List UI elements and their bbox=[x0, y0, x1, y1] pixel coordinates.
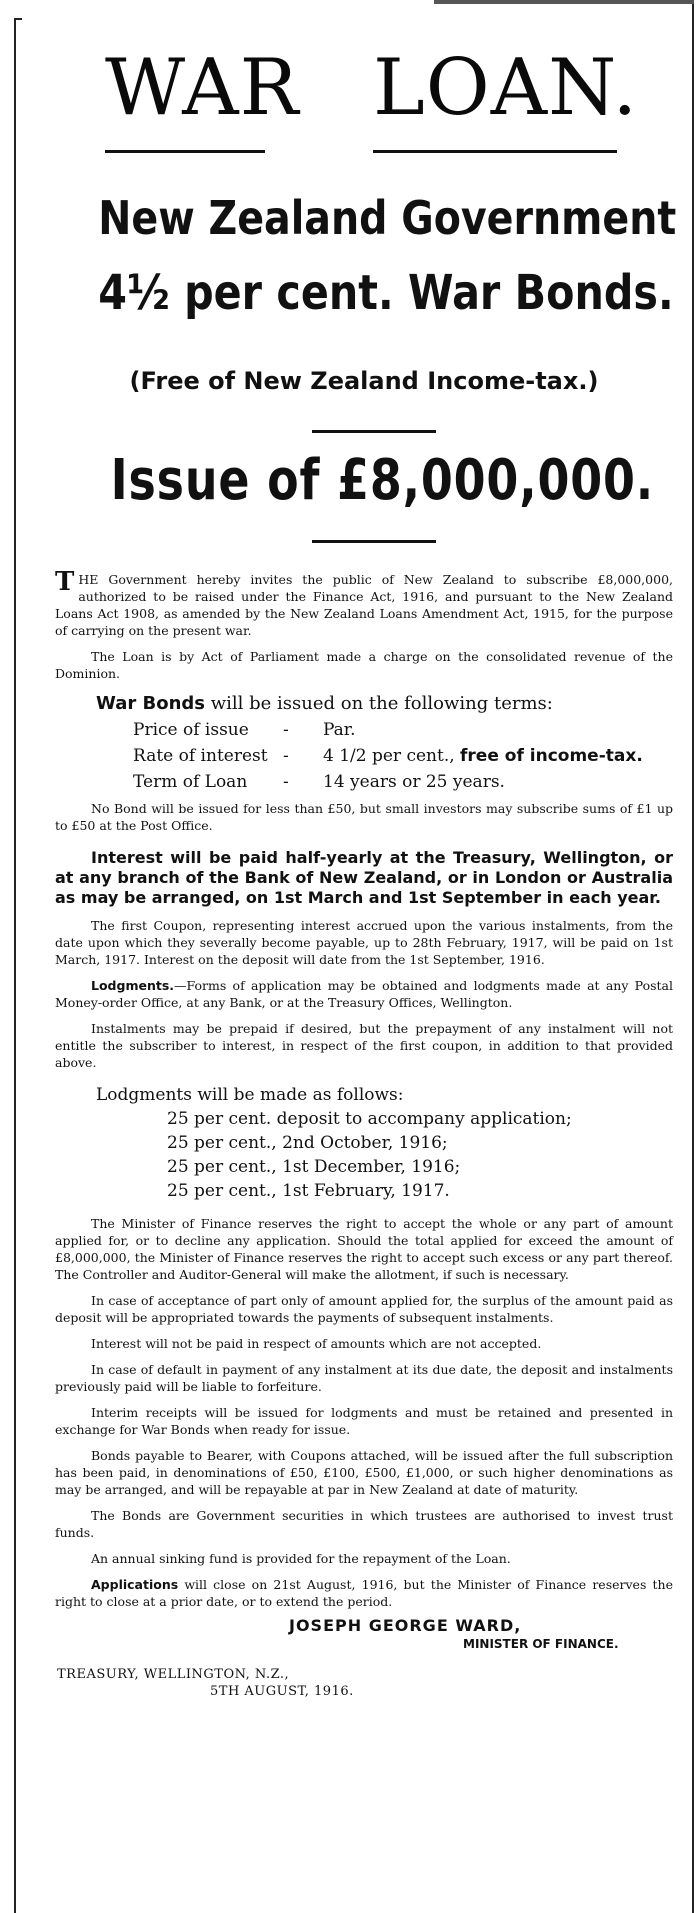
title-underline-loan bbox=[373, 150, 617, 153]
heading-tax-free: (Free of New Zealand Income-tax.) bbox=[129, 367, 599, 395]
footer-date: 5TH AUGUST, 1916. bbox=[210, 1684, 354, 1699]
heading-issue-amount: Issue of £8,000,000. bbox=[110, 448, 655, 513]
schedule-item: 25 per cent., 2nd October, 1916; bbox=[167, 1133, 448, 1153]
schedule-item: 25 per cent., 1st February, 1917. bbox=[167, 1181, 450, 1201]
condition-paragraph: Interest will not be paid in respect of amounts which are not accepted. bbox=[91, 1336, 542, 1351]
border-left bbox=[14, 18, 16, 1913]
title-loan: LOAN. bbox=[373, 43, 639, 133]
footer-place: TREASURY, WELLINGTON, N.Z., bbox=[57, 1667, 290, 1682]
condition-paragraph: Interim receipts will be issued for lodgments and must be retained and presented in exchange for War Bonds when ready for issue. bbox=[55, 1405, 673, 1437]
advertisement-content bbox=[55, 0, 677, 1699]
divider-rule bbox=[312, 430, 436, 433]
condition-paragraph: An annual sinking fund is provided for the repayment of the Loan. bbox=[91, 1551, 511, 1566]
terms-heading: War Bonds will be issued on the following terms: bbox=[96, 693, 553, 714]
title-underline-war bbox=[105, 150, 265, 153]
terms-row: Rate of interest - 4 1/2 per cent., free of income-tax. bbox=[133, 746, 643, 766]
border-right bbox=[692, 0, 694, 1913]
lodgments-paragraph: Lodgments.—Forms of application may be obtained and lodgments made at any Postal Money-order Office, at any Bank, or at the Treasury Offices, Wellington. bbox=[55, 978, 673, 1010]
heading-war-bonds: 4½ per cent. War Bonds. bbox=[98, 265, 674, 321]
title-war: WAR bbox=[105, 43, 300, 133]
lodgments-heading: Lodgments will be made as follows: bbox=[96, 1085, 404, 1105]
border-top-corner bbox=[14, 18, 22, 20]
prepayment-paragraph: Instalments may be prepaid if desired, but the prepayment of any instalment will not entitle the subscriber to interest, in respect of the first coupon, in addition to that provided above. bbox=[55, 1021, 673, 1070]
coupon-paragraph: The first Coupon, representing interest accrued upon the various instalments, from the date upon which they severally become payable, up to 28th February, 1917, will be paid on 1st March, 1917. Interest on the deposit will date from the 1st September, 1916. bbox=[55, 918, 673, 967]
condition-paragraph: The Minister of Finance reserves the right to accept the whole or any part of amount applied for, or to decline any application. Should the total applied for exceed the amount of £8,000,000, the Minister of Finance reserves the right to accept such excess or any part thereof. The Controller and Auditor-General will make the allotment, if such is necessary. bbox=[55, 1216, 673, 1282]
drop-cap: T bbox=[55, 567, 75, 597]
terms-table bbox=[133, 717, 643, 795]
minimum-bond-note: No Bond will be issued for less than £50, but small investors may subscribe sums of £1 up to £50 at the Post Office. bbox=[55, 801, 673, 833]
condition-paragraph: In case of default in payment of any instalment at its due date, the deposit and instalments previously paid will be liable to forfeiture. bbox=[55, 1362, 673, 1394]
consolidated-revenue-paragraph: The Loan is by Act of Parliament made a charge on the consolidated revenue of the Dominion. bbox=[55, 649, 673, 681]
interest-notice: Interest will be paid half-yearly at the Treasury, Wellington, or at any branch of the Bank of New Zealand, or in London or Australia as may be arranged, on 1st March and 1st September in each year. bbox=[55, 848, 673, 907]
terms-row: Price of issue - Par. bbox=[133, 720, 356, 740]
heading-government: New Zealand Government bbox=[98, 191, 677, 245]
intro-paragraph: THE Government hereby invites the public of New Zealand to subscribe £8,000,000, authorized to be raised under the Finance Act, 1916, and pursuant to the New Zealand Loans Act 1908, as amended by the New Zealand Loans Amendment Act, 1915, for the purpose of carrying on the present war. bbox=[55, 567, 673, 638]
applications-paragraph: Applications will close on 21st August, 1916, but the Minister of Finance reserves the right to close at a prior date, or to extend the period. bbox=[55, 1577, 673, 1609]
schedule-item: 25 per cent., 1st December, 1916; bbox=[167, 1157, 461, 1177]
title-row bbox=[55, 0, 673, 160]
condition-paragraph: The Bonds are Government securities in which trustees are authorised to invest trust funds. bbox=[55, 1508, 673, 1540]
lodgments-schedule bbox=[167, 1107, 673, 1203]
condition-paragraph: Bonds payable to Bearer, with Coupons attached, will be issued after the full subscription has been paid, in denominations of £50, £100, £500, £1,000, or such higher denominations as may be arranged, and will be repayable at par in New Zealand at date of maturity. bbox=[55, 1448, 673, 1497]
signature-title: MINISTER OF FINANCE. bbox=[463, 1637, 619, 1651]
divider-rule bbox=[312, 540, 436, 543]
body-text bbox=[55, 567, 673, 1700]
terms-row: Term of Loan - 14 years or 25 years. bbox=[133, 772, 505, 792]
signature-name: JOSEPH GEORGE WARD, bbox=[289, 1616, 522, 1635]
condition-paragraph: In case of acceptance of part only of amount applied for, the surplus of the amount paid as deposit will be appropriated towards the payments of subsequent instalments. bbox=[55, 1293, 673, 1325]
schedule-item: 25 per cent. deposit to accompany application; bbox=[167, 1109, 572, 1129]
